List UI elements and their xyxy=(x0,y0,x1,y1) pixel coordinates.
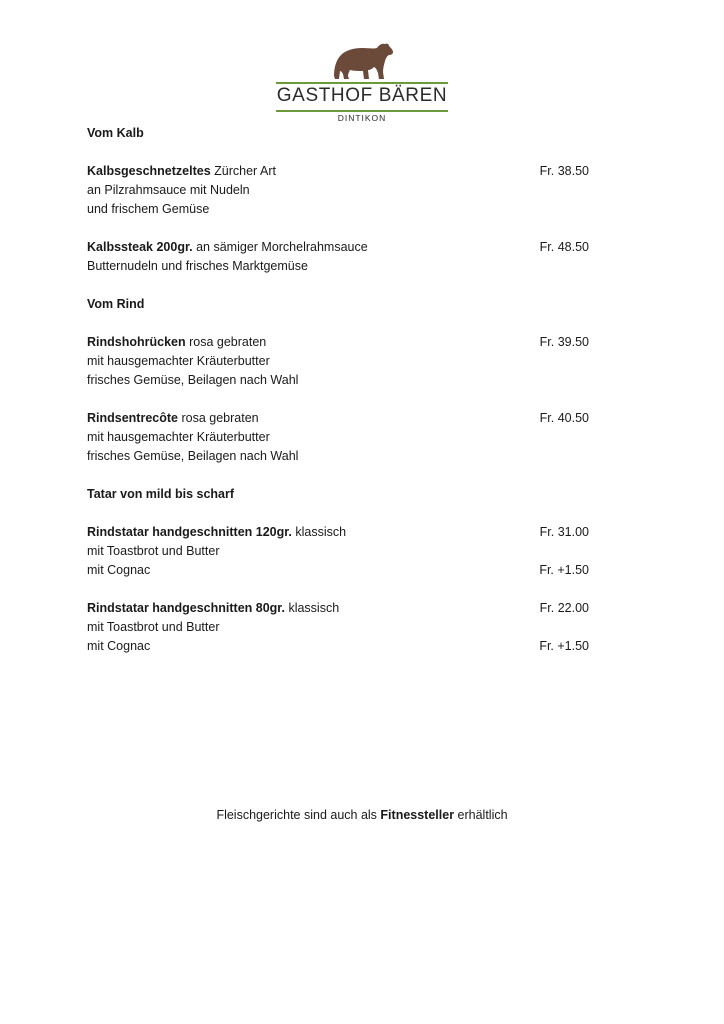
menu-item xyxy=(87,523,589,580)
logo-location: DINTIKON xyxy=(337,113,387,123)
dish-price: Fr. 31.00 xyxy=(539,525,589,539)
dish-subtitle: rosa gebraten xyxy=(185,335,267,349)
dish-title xyxy=(87,523,346,542)
menu-list xyxy=(87,124,589,656)
dish-name: Rindsentrecôte xyxy=(87,411,178,425)
dish-description-line xyxy=(87,618,589,637)
dish-description: und frischem Gemüse xyxy=(87,202,210,216)
dish-title xyxy=(87,333,266,352)
dish-description-line xyxy=(87,200,589,219)
menu-item xyxy=(87,409,589,466)
extra-price: Fr. +1.50 xyxy=(539,639,589,653)
dish-header xyxy=(87,333,589,352)
dish-price: Fr. 39.50 xyxy=(539,335,589,349)
dish-description-line xyxy=(87,561,589,580)
dish-description-line xyxy=(87,371,589,390)
dish-description: frisches Gemüse, Beilagen nach Wahl xyxy=(87,373,299,387)
dish-description: mit Cognac xyxy=(87,563,151,577)
dish-title xyxy=(87,162,276,181)
dish-header xyxy=(87,409,589,428)
dish-description-line xyxy=(87,428,589,447)
dish-description-line xyxy=(87,181,589,200)
dish-title xyxy=(87,599,339,618)
dish-description: mit Toastbrot und Butter xyxy=(87,544,220,558)
dish-name: Kalbsgeschnetzeltes xyxy=(87,164,211,178)
dish-name: Rindshohrücken xyxy=(87,335,186,349)
dish-description-line xyxy=(87,447,589,466)
dish-header xyxy=(87,238,589,257)
dish-description: frisches Gemüse, Beilagen nach Wahl xyxy=(87,449,299,463)
footer-note xyxy=(0,806,724,825)
dish-price: Fr. 48.50 xyxy=(539,240,589,254)
dish-description-line xyxy=(87,637,589,656)
extra-price: Fr. +1.50 xyxy=(539,563,589,577)
menu-item xyxy=(87,333,589,390)
dish-description: an Pilzrahmsauce mit Nudeln xyxy=(87,183,250,197)
dish-header xyxy=(87,599,589,618)
dish-subtitle: rosa gebraten xyxy=(178,411,259,425)
dish-header xyxy=(87,162,589,181)
dish-description-line xyxy=(87,352,589,371)
dish-subtitle: klassisch xyxy=(284,601,340,615)
dish-name: Rindstatar handgeschnitten 120gr. xyxy=(87,525,292,539)
dish-title xyxy=(87,409,259,428)
dish-subtitle: Zürcher Art xyxy=(210,164,276,178)
dish-title xyxy=(87,238,368,257)
dish-price: Fr. 38.50 xyxy=(539,164,589,178)
menu-item xyxy=(87,599,589,656)
footer-text-before: Fleischgerichte sind auch als xyxy=(216,808,381,822)
dish-description: mit Cognac xyxy=(87,639,151,653)
dish-price: Fr. 22.00 xyxy=(539,601,589,615)
dish-name: Rindstatar handgeschnitten 80gr. xyxy=(87,601,285,615)
dish-header xyxy=(87,523,589,542)
bear-icon xyxy=(332,40,394,82)
logo-name: GASTHOF BÄREN xyxy=(276,85,448,106)
dish-price: Fr. 40.50 xyxy=(539,411,589,425)
dish-subtitle: klassisch xyxy=(291,525,347,539)
menu-item xyxy=(87,238,589,276)
section-title: Vom Kalb xyxy=(87,126,144,140)
menu-item xyxy=(87,162,589,219)
dish-description: mit Toastbrot und Butter xyxy=(87,620,220,634)
logo-divider-top xyxy=(276,82,448,84)
dish-subtitle: an sämiger Morchelrahmsauce xyxy=(192,240,368,254)
logo-divider-bottom xyxy=(276,110,448,112)
dish-description-line xyxy=(87,257,589,276)
dish-description: mit hausgemachter Kräuterbutter xyxy=(87,354,270,368)
dish-description-line xyxy=(87,542,589,561)
section-title: Vom Rind xyxy=(87,297,145,311)
dish-description: Butternudeln und frisches Marktgemüse xyxy=(87,259,308,273)
dish-name: Kalbssteak 200gr. xyxy=(87,240,193,254)
footer-text-bold: Fitnessteller xyxy=(380,808,455,822)
section-title: Tatar von mild bis scharf xyxy=(87,487,235,501)
restaurant-logo xyxy=(270,40,454,130)
footer-text-after: erhältlich xyxy=(454,808,508,822)
dish-description: mit hausgemachter Kräuterbutter xyxy=(87,430,270,444)
bear-silhouette xyxy=(334,44,393,79)
